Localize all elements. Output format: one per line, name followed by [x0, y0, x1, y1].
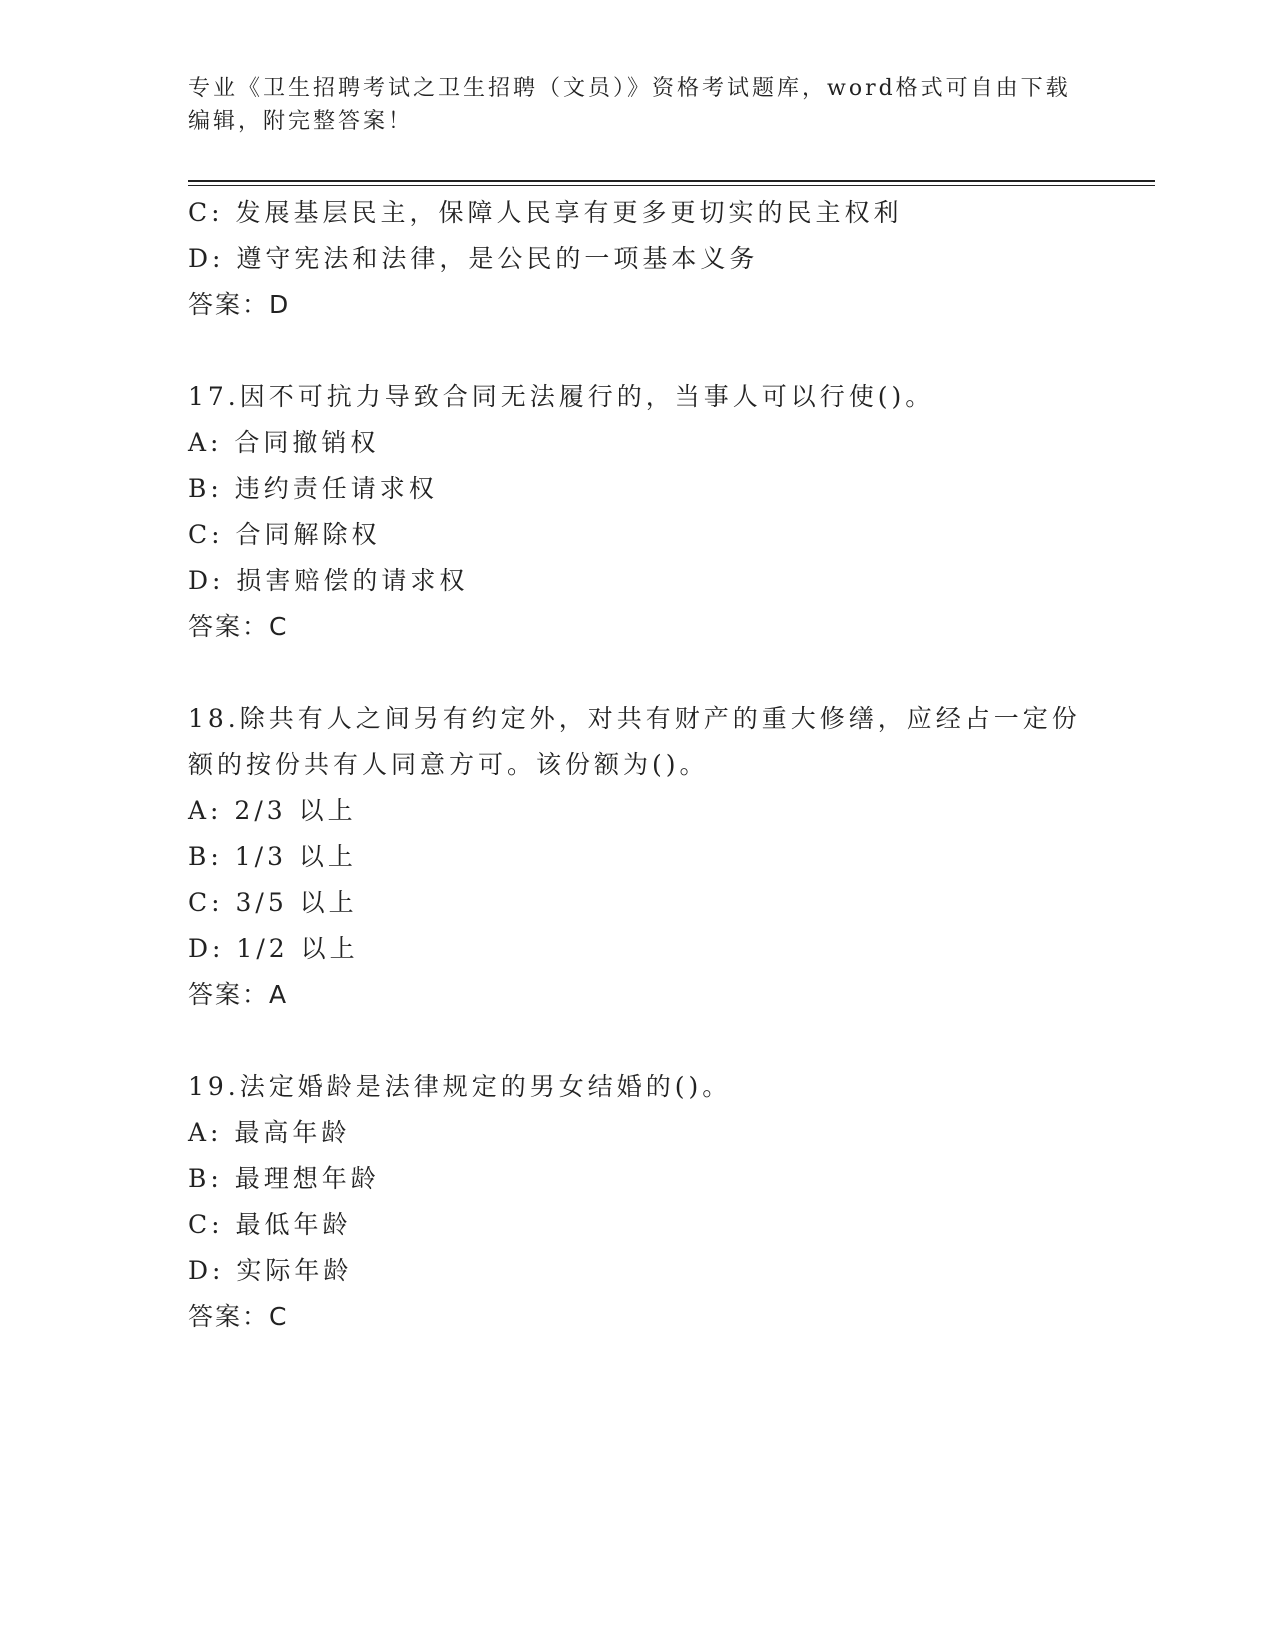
question-block-16	[188, 190, 1088, 328]
header-rule-thin	[188, 185, 1155, 186]
question-stem: 17.因不可抗力导致合同无法履行的，当事人可以行使()。	[188, 382, 935, 411]
answer-line: 答案：D	[188, 290, 291, 319]
option-b: B: 最理想年龄	[188, 1164, 380, 1193]
document-header	[188, 72, 1078, 138]
option-c: C: 合同解除权	[188, 520, 381, 549]
answer-line: 答案：C	[188, 1302, 289, 1331]
question-block-18	[188, 696, 1088, 1018]
question-stem-line-2: 额的按份共有人同意方可。该份额为()。	[188, 750, 709, 779]
answer-line: 答案：C	[188, 612, 289, 641]
option-c: C: 最低年龄	[188, 1210, 352, 1239]
spacer	[188, 1018, 1088, 1064]
option-b: B: 1/3 以上	[188, 842, 357, 871]
option-c: C: 3/5 以上	[188, 888, 358, 917]
option-a: A: 2/3 以上	[188, 796, 357, 825]
option-a: A: 最高年龄	[188, 1118, 351, 1147]
header-rule-thick	[188, 180, 1155, 182]
header-line-2: 编辑，附完整答案！	[188, 109, 414, 134]
option-c: C: 发展基层民主，保障人民享有更多更切实的民主权利	[188, 198, 903, 227]
option-b: B: 违约责任请求权	[188, 474, 438, 503]
option-d: D: 1/2 以上	[188, 934, 359, 963]
question-list	[188, 190, 1088, 1340]
header-line-1: 专业《卫生招聘考试之卫生招聘（文员）》资格考试题库，word格式可自由下载	[188, 76, 1071, 101]
answer-line: 答案：A	[188, 980, 289, 1009]
option-a: A: 合同撤销权	[188, 428, 380, 457]
question-stem-line-1: 18.除共有人之间另有约定外，对共有财产的重大修缮，应经占一定份	[188, 704, 1081, 733]
question-stem: 19.法定婚龄是法律规定的男女结婚的()。	[188, 1072, 732, 1101]
question-block-17	[188, 374, 1088, 650]
option-d: D: 损害赔偿的请求权	[188, 566, 469, 595]
question-block-19	[188, 1064, 1088, 1340]
spacer	[188, 650, 1088, 696]
option-d: D: 实际年龄	[188, 1256, 353, 1285]
spacer	[188, 328, 1088, 374]
option-d: D: 遵守宪法和法律，是公民的一项基本义务	[188, 244, 759, 273]
